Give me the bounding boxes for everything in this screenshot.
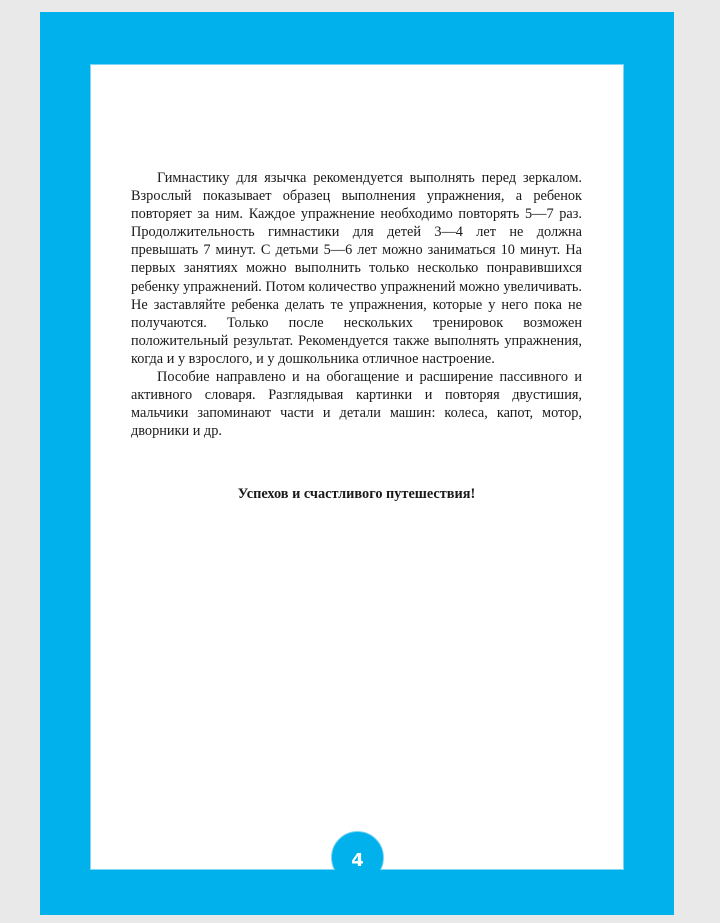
page-number-tab-base	[320, 870, 395, 890]
page-frame	[40, 12, 674, 915]
paragraph-1: Гимнастику для язычка рекомендуется выполнять перед зеркалом. Взрослый показывает образец выполнения упражнения, а ребенок повторяет за ним. Каждое упражнение необходимо повторять 5—7 раз. Продолжительность гимнастики для детей 3—4 лет не должна превышать 7 минут. С детьми 5—6 лет можно заниматься 10 минут. На первых занятиях можно выполнить только несколько понравившихся ребенку упражнений. Потом количество упражнений можно увеличивать. Не заставляйте ребенка делать те упражнения, которые у него пока не получаются. Только после нескольких тренировок возможен положительный результат. Рекомендуется также выполнять упражнения, когда и у взрослого, и у дошкольника отличное настроение.	[131, 170, 582, 367]
closing-line: Успехов и счастливого путешествия!	[237, 486, 476, 502]
page-number: 4	[351, 850, 364, 871]
paragraph-2: Пособие направлено и на обогащение и расширение пассивного и активного словаря. Разглядывая картинки и повторяя двустишия, мальчики запоминают части и детали машин: колеса, капот, мотор, дворники и др.	[131, 369, 582, 440]
page-content	[90, 64, 624, 870]
body-text	[131, 169, 582, 440]
